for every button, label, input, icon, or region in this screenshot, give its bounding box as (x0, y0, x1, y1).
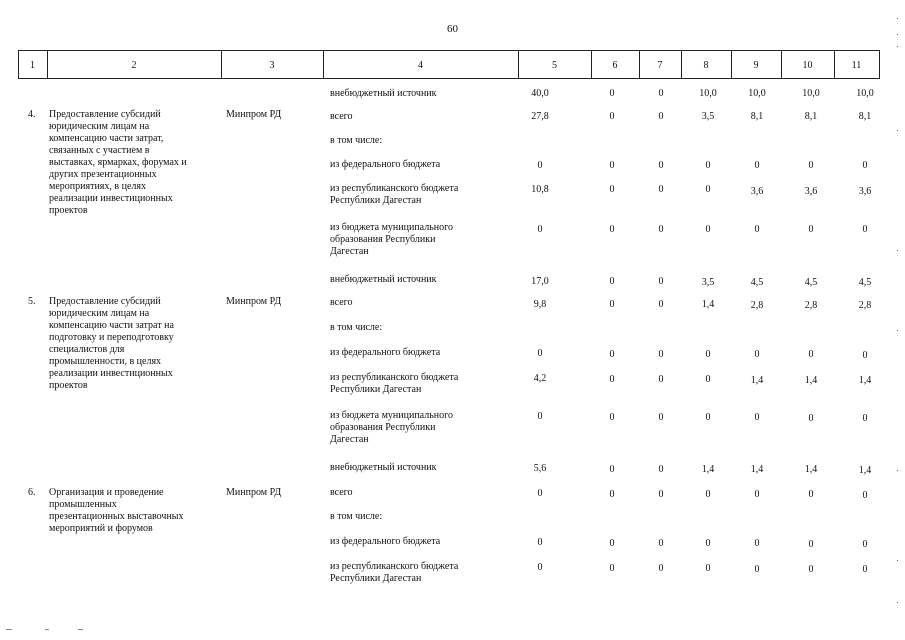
section-number: 6. (28, 487, 36, 498)
value-cell: 8,1 (858, 111, 872, 122)
label-line: Дагестан (330, 246, 369, 257)
header-border (879, 51, 880, 78)
title-line: презентационных выставочных (49, 511, 184, 522)
label-line: Республики Дагестан (330, 384, 422, 395)
value-cell: 0 (862, 413, 868, 424)
title-line: выставках, ярмарках, форумах и (49, 157, 187, 168)
label-line: из бюджета муниципального (330, 410, 453, 421)
title-line: проектов (49, 205, 88, 216)
value-cell: 0 (609, 563, 615, 574)
value-cell: 0 (537, 488, 543, 499)
title-line: компенсацию части затрат на (49, 320, 174, 331)
value-cell: 0 (609, 412, 615, 423)
row-label (330, 410, 453, 446)
value-cell: 4,5 (858, 277, 872, 288)
value-cell: 10,0 (748, 88, 766, 99)
value-cell: 3,6 (804, 186, 818, 197)
row-label: внебюджетный источник (330, 88, 437, 99)
value-cell: 0 (658, 349, 664, 360)
section-number: 5. (28, 296, 36, 307)
row-label: всего (330, 111, 353, 122)
value-cell: 3,6 (750, 186, 764, 197)
value-cell: 0 (609, 111, 615, 122)
value-cell: 0 (658, 563, 664, 574)
header-cell: 5 (552, 60, 557, 71)
header-cell: 6 (612, 60, 618, 71)
value-cell: 0 (609, 374, 615, 385)
row-label: из федерального бюджета (330, 536, 441, 547)
value-cell: 0 (705, 160, 711, 171)
label-line: Республики Дагестан (330, 195, 422, 206)
page-number: 60 (447, 23, 458, 35)
header-cell: 1 (30, 60, 35, 71)
value-cell: 0 (658, 160, 664, 171)
title-line: мероприятиях, в целях (49, 181, 146, 192)
value-cell: 0 (705, 374, 711, 385)
value-cell: 4,5 (804, 277, 818, 288)
value-cell: 0 (537, 562, 543, 573)
value-cell: 2,8 (804, 300, 818, 311)
header-cell: 3 (269, 60, 275, 71)
value-cell: 0 (658, 538, 664, 549)
header-cell: 8 (703, 60, 709, 71)
row-label: внебюджетный источник (330, 462, 437, 473)
title-line: реализации инвестиционных (49, 368, 173, 379)
value-cell: 0 (754, 489, 760, 500)
section-title (49, 109, 187, 217)
value-cell: 0 (609, 299, 615, 310)
label-line: из республиканского бюджета (330, 183, 459, 194)
value-cell: 0 (537, 224, 543, 235)
title-line: связанных с участием в (49, 145, 150, 156)
value-cell: 10,0 (856, 88, 874, 99)
value-cell: 1,4 (858, 375, 872, 386)
value-cell: 0 (705, 224, 711, 235)
value-cell: 0 (862, 160, 868, 171)
value-cell: 0 (658, 489, 664, 500)
value-cell: 0 (705, 412, 711, 423)
value-cell: 0 (537, 537, 543, 548)
value-cell: 0 (609, 160, 615, 171)
scan-dot (78, 629, 83, 630)
row-label (330, 183, 458, 207)
value-cell: 0 (537, 160, 543, 171)
value-cell: 0 (754, 564, 760, 575)
value-cell: 1,4 (750, 375, 764, 386)
value-cell: 1,4 (804, 464, 818, 475)
value-cell: 0 (609, 349, 615, 360)
scan-dot (897, 18, 898, 19)
executor: Минпром РД (226, 109, 282, 120)
title-line: промышленных (49, 499, 117, 510)
label-line: образования Республики (330, 234, 436, 245)
header-cell: 7 (657, 60, 663, 71)
value-cell: 0 (658, 276, 664, 287)
value-cell: 0 (862, 490, 868, 501)
value-cell: 9,8 (533, 299, 547, 310)
value-cell: 0 (808, 349, 814, 360)
value-cell: 0 (658, 184, 664, 195)
section-title (49, 487, 184, 535)
label-line: Дагестан (330, 434, 369, 445)
value-cell: 1,4 (804, 375, 818, 386)
value-cell: 0 (658, 464, 664, 475)
value-cell: 1,4 (750, 464, 764, 475)
section-number: 4. (28, 109, 36, 120)
value-cell: 0 (808, 160, 814, 171)
title-line: компенсацию части затрат, (49, 133, 164, 144)
value-cell: 0 (754, 349, 760, 360)
value-cell: 17,0 (531, 276, 549, 287)
title-line: проектов (49, 380, 88, 391)
value-cell: 0 (658, 224, 664, 235)
value-cell: 0 (754, 412, 760, 423)
scan-dot (897, 470, 898, 471)
value-cell: 1,4 (701, 299, 715, 310)
row-label: из федерального бюджета (330, 347, 441, 358)
value-cell: 0 (862, 564, 868, 575)
value-cell: 0 (609, 184, 615, 195)
executor: Минпром РД (226, 487, 282, 498)
label-line: из бюджета муниципального (330, 222, 453, 233)
scan-dot (897, 46, 898, 47)
value-cell: 0 (705, 184, 711, 195)
title-line: других презентационных (49, 169, 157, 180)
value-cell: 3,5 (701, 277, 715, 288)
value-cell: 0 (808, 564, 814, 575)
scan-dot (897, 250, 898, 251)
label-line: образования Республики (330, 422, 436, 433)
row-label: из федерального бюджета (330, 159, 441, 170)
row-label (330, 372, 458, 396)
label-line: из республиканского бюджета (330, 561, 459, 572)
title-line: юридическим лицам на (49, 308, 150, 319)
value-cell: 5,6 (533, 463, 547, 474)
value-cell: 0 (754, 538, 760, 549)
value-cell: 0 (609, 464, 615, 475)
value-cell: 8,1 (804, 111, 818, 122)
value-cell: 0 (754, 224, 760, 235)
value-cell: 2,8 (858, 300, 872, 311)
value-cell: 1,4 (858, 465, 872, 476)
value-cell: 0 (537, 348, 543, 359)
scan-dot (6, 629, 12, 630)
value-cell: 0 (862, 539, 868, 550)
row-label: в том числе: (330, 511, 383, 522)
value-cell: 4,2 (533, 373, 547, 384)
value-cell: 27,8 (531, 111, 549, 122)
value-cell: 0 (808, 489, 814, 500)
title-line: специалистов для (49, 344, 125, 355)
title-line: Предоставление субсидий (49, 109, 161, 120)
value-cell: 40,0 (531, 88, 549, 99)
value-cell: 3,5 (701, 111, 715, 122)
value-cell: 0 (609, 538, 615, 549)
value-cell: 4,5 (750, 277, 764, 288)
value-cell: 0 (808, 539, 814, 550)
row-label: всего (330, 487, 353, 498)
title-line: подготовку и переподготовку (49, 332, 174, 343)
scan-dot (897, 330, 898, 331)
scan-dot (897, 130, 898, 131)
scan-dot (45, 629, 49, 630)
value-cell: 0 (808, 224, 814, 235)
title-line: Организация и проведение (49, 487, 164, 498)
scan-dot (897, 602, 898, 603)
header-cell: 9 (753, 60, 759, 71)
value-cell: 0 (658, 88, 664, 99)
value-cell: 0 (754, 160, 760, 171)
label-line: Республики Дагестан (330, 573, 422, 584)
header-cell: 2 (131, 60, 137, 71)
section-title (49, 296, 174, 392)
header-cell: 10 (802, 60, 813, 71)
value-cell: 10,0 (802, 88, 820, 99)
title-line: юридическим лицам на (49, 121, 150, 132)
table-header (18, 50, 880, 79)
header-cell: 11 (851, 60, 862, 71)
value-cell: 0 (609, 276, 615, 287)
value-cell: 2,8 (750, 300, 764, 311)
value-cell: 0 (862, 224, 868, 235)
row-label (330, 222, 453, 258)
title-line: Предоставление субсидий (49, 296, 161, 307)
row-label: в том числе: (330, 322, 383, 333)
value-cell: 0 (705, 489, 711, 500)
value-cell: 0 (609, 88, 615, 99)
row-label: внебюджетный источник (330, 274, 437, 285)
value-cell: 0 (705, 538, 711, 549)
value-cell: 3,6 (858, 186, 872, 197)
scan-dot (897, 560, 898, 561)
value-cell: 0 (808, 413, 814, 424)
value-cell: 0 (705, 349, 711, 360)
value-cell: 8,1 (750, 111, 764, 122)
title-line: промышленности, в целях (49, 356, 162, 367)
value-cell: 10,8 (531, 184, 549, 195)
label-line: из республиканского бюджета (330, 372, 459, 383)
title-line: реализации инвестиционных (49, 193, 173, 204)
value-cell: 0 (537, 411, 543, 422)
value-cell: 1,4 (701, 464, 715, 475)
value-cell: 10,0 (699, 88, 717, 99)
row-label: в том числе: (330, 135, 383, 146)
value-cell: 0 (705, 563, 711, 574)
value-cell: 0 (609, 224, 615, 235)
row-label (330, 561, 458, 585)
value-cell: 0 (862, 350, 868, 361)
header-cell: 4 (418, 60, 423, 71)
row-label: всего (330, 297, 353, 308)
value-cell: 0 (658, 374, 664, 385)
value-cell: 0 (658, 412, 664, 423)
title-line: мероприятий и форумов (49, 523, 153, 534)
value-cell: 0 (658, 299, 664, 310)
value-cell: 0 (609, 489, 615, 500)
value-cell: 0 (658, 111, 664, 122)
executor: Минпром РД (226, 296, 282, 307)
scan-dot (897, 34, 898, 35)
